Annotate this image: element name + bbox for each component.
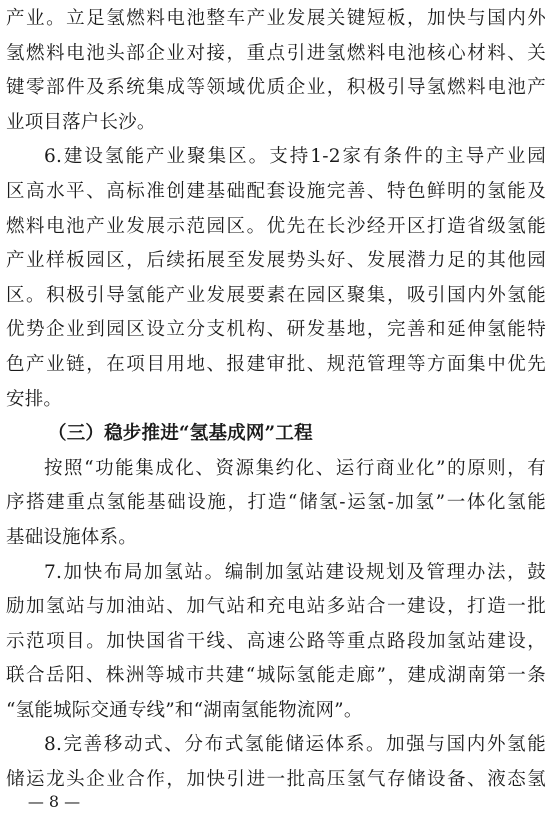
- text-line: 区高水平、高标准创建基础配套设施完善、特色鲜明的氢能及: [6, 180, 546, 202]
- text-line: 励加氢站与加油站、加气站和充电站多站合一建设，打造一批: [6, 596, 546, 618]
- text-line: 8.完善移动式、分布式氢能储运体系。加强与国内外氢能: [44, 734, 546, 756]
- text-line: 产业样板园区，后续拓展至发展势头好、发展潜力足的其他园: [6, 250, 546, 272]
- text-line: 安排。: [6, 388, 63, 410]
- body-text: [6, 2, 546, 798]
- text-line: 燃料电池产业发展示范园区。优先在长沙经开区打造省级氢能: [6, 215, 546, 237]
- text-line: 6.建设氢能产业聚集区。支持1-2家有条件的主导产业园: [44, 146, 546, 168]
- text-line: “氢能城际交通专线”和“湖南氢能物流网”。: [6, 699, 363, 721]
- text-line: 键零部件及系统集成等领域优质企业，积极引导氢燃料电池产: [6, 77, 546, 99]
- text-line: 储运龙头企业合作，加快引进一批高压氢气存储设备、液态氢: [6, 769, 546, 791]
- section-heading: （三）稳步推进“氢基成网”工程: [48, 423, 313, 445]
- text-line: 7.加快布局加氢站。编制加氢站建设规划及管理办法，鼓: [44, 561, 546, 583]
- text-line: 示范项目。加快国省干线、高速公路等重点路段加氢站建设，: [6, 630, 546, 652]
- text-line: 优势企业到园区设立分支机构、研发基地，完善和延伸氢能特: [6, 319, 546, 341]
- text-line: 业项目落户长沙。: [6, 111, 156, 133]
- text-line: 产业。立足氢燃料电池整车产业发展关键短板，加快与国内外: [6, 8, 546, 29]
- text-line: 联合岳阳、株洲等城市共建“城际氢能走廊”，建成湖南第一条: [6, 665, 546, 687]
- text-line: 氢燃料电池头部企业对接，重点引进氢燃料电池核心材料、关: [6, 42, 546, 64]
- page-number: — 8 —: [27, 792, 81, 811]
- text-line: 色产业链，在项目用地、报建审批、规范管理等方面集中优先: [6, 353, 546, 375]
- text-line: 序搭建重点氢能基础设施，打造“储氢-运氢-加氢”一体化氢能: [6, 492, 546, 514]
- text-line: 基础设施体系。: [6, 526, 137, 548]
- text-line: 按照“功能集成化、资源集约化、运行商业化”的原则，有: [44, 457, 546, 479]
- text-line: 区。积极引导氢能产业发展要素在园区聚集，吸引国内外氢能: [6, 284, 546, 306]
